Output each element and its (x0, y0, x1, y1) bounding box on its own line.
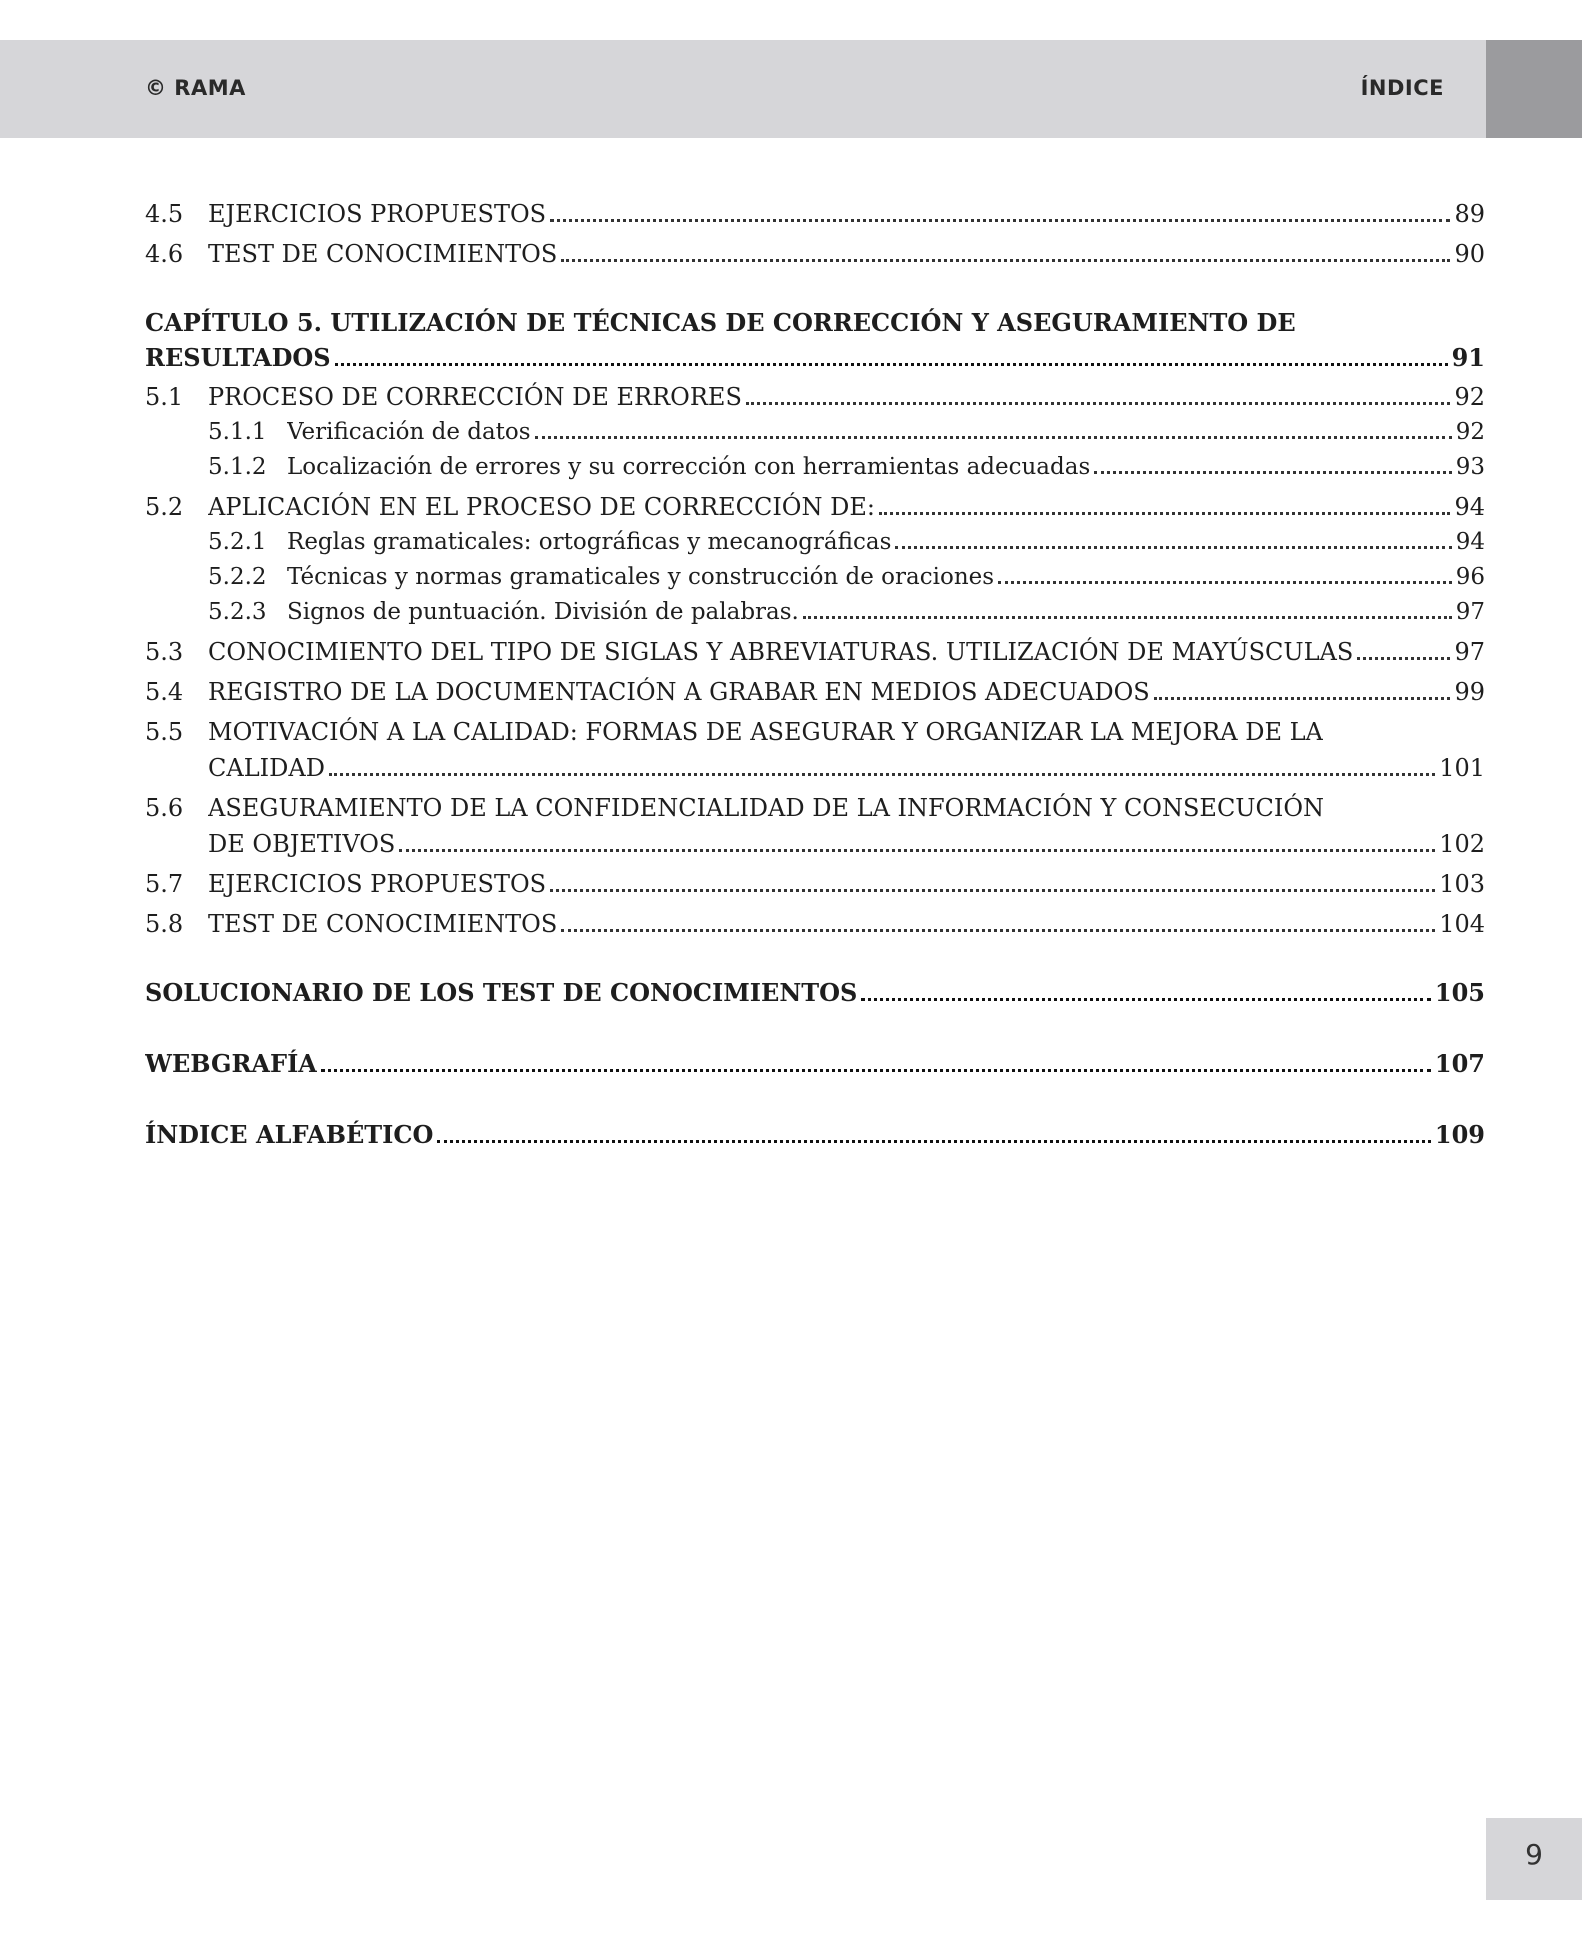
toc-entry[interactable] (145, 674, 1485, 710)
toc-entry-title: EJERCICIOS PROPUESTOS (208, 200, 547, 228)
toc-chapter[interactable] (145, 1117, 1485, 1152)
dot-leader (550, 884, 1435, 892)
toc-entry[interactable] (145, 866, 1485, 902)
toc-entry-number: 5.6 (145, 794, 184, 822)
dot-leader (1154, 692, 1451, 700)
toc-entry-number: 5.1.2 (208, 454, 267, 480)
toc-entry-number: 4.6 (145, 240, 184, 268)
toc-chapter-title: SOLUCIONARIO DE LOS TEST DE CONOCIMIENTOS (145, 978, 858, 1007)
toc-entry-title: Reglas gramaticales: ortográficas y mecanográficas (287, 529, 892, 555)
table-of-contents (145, 196, 1485, 1152)
toc-entry-number: 5.2.3 (208, 599, 267, 625)
dot-leader (861, 993, 1431, 1001)
toc-entry[interactable] (145, 714, 1485, 786)
toc-entry-title: Verificación de datos (287, 419, 531, 445)
toc-entry-title-line1: MOTIVACIÓN A LA CALIDAD: FORMAS DE ASEGURAR Y ORGANIZAR LA MEJORA DE LA (208, 718, 1323, 746)
toc-entry-title-line2: DE OBJETIVOS (208, 830, 396, 858)
dot-leader (535, 431, 1452, 439)
dot-leader (437, 1135, 1431, 1143)
toc-entry-title: REGISTRO DE LA DOCUMENTACIÓN A GRABAR EN MEDIOS ADECUADOS (208, 678, 1150, 706)
dot-leader (1094, 466, 1451, 474)
dot-leader (561, 254, 1450, 262)
toc-entry-title: APLICACIÓN EN EL PROCESO DE CORRECCIÓN DE: (208, 493, 875, 521)
toc-entry[interactable] (145, 790, 1485, 862)
toc-entry-number: 5.4 (145, 678, 184, 706)
toc-entry-title-line1: ASEGURAMIENTO DE LA CONFIDENCIALIDAD DE LA INFORMACIÓN Y CONSECUCIÓN (208, 794, 1325, 822)
toc-entry-page: 103 (1439, 870, 1485, 898)
toc-chapter-title: WEBGRAFÍA (145, 1049, 317, 1078)
toc-entry-title: PROCESO DE CORRECCIÓN DE ERRORES (208, 383, 742, 411)
toc-chapter[interactable] (145, 1046, 1485, 1081)
toc-entry-number: 5.5 (145, 718, 184, 746)
toc-chapter-title-line1: CAPÍTULO 5. UTILIZACIÓN DE TÉCNICAS DE CORRECCIÓN Y ASEGURAMIENTO DE (145, 308, 1296, 337)
toc-chapter[interactable] (145, 975, 1485, 1010)
toc-entry-page: 104 (1439, 910, 1485, 938)
toc-entry[interactable] (145, 196, 1485, 232)
toc-entry-page: 92 (1455, 419, 1485, 445)
toc-entry-number: 4.5 (145, 200, 184, 228)
dot-leader (329, 768, 1435, 776)
toc-entry-page: 93 (1455, 454, 1485, 480)
toc-subentry[interactable] (145, 415, 1485, 450)
toc-entry-page: 97 (1455, 599, 1485, 625)
dot-leader (561, 924, 1435, 932)
toc-entry-number: 5.1 (145, 383, 184, 411)
toc-entry-title: TEST DE CONOCIMIENTOS (208, 910, 558, 938)
toc-entry-page: 94 (1454, 493, 1485, 521)
toc-entry-number: 5.2.2 (208, 564, 267, 590)
toc-chapter-title: ÍNDICE ALFABÉTICO (145, 1120, 434, 1149)
toc-entry-page: 94 (1455, 529, 1485, 555)
toc-entry[interactable] (145, 489, 1485, 525)
toc-entry[interactable] (145, 379, 1485, 415)
header-section-title: ÍNDICE (1360, 76, 1444, 100)
toc-chapter-page: 91 (1451, 343, 1485, 372)
dot-leader (879, 507, 1451, 515)
dot-leader (550, 214, 1450, 222)
toc-chapter-title-line2: RESULTADOS (145, 343, 331, 372)
toc-entry-page: 102 (1439, 830, 1485, 858)
dot-leader (321, 1064, 1431, 1072)
toc-subentry[interactable] (145, 450, 1485, 485)
dot-leader (1357, 652, 1450, 660)
toc-chapter[interactable] (145, 305, 1485, 375)
page-number: 9 (1525, 1838, 1543, 1871)
toc-entry-number: 5.2.1 (208, 529, 267, 555)
dot-leader (895, 541, 1451, 549)
toc-entry-page: 89 (1454, 200, 1485, 228)
toc-entry-number: 5.1.1 (208, 419, 267, 445)
toc-entry-number: 5.2 (145, 493, 184, 521)
toc-entry-title: Técnicas y normas gramaticales y construcción de oraciones (287, 564, 995, 590)
toc-entry-page: 99 (1454, 678, 1485, 706)
toc-entry-number: 5.8 (145, 910, 184, 938)
dot-leader (399, 844, 1435, 852)
toc-entry-page: 90 (1454, 240, 1485, 268)
toc-subentry[interactable] (145, 595, 1485, 630)
toc-entry[interactable] (145, 236, 1485, 272)
dot-leader (335, 358, 1448, 366)
toc-entry[interactable] (145, 634, 1485, 670)
toc-entry-page: 97 (1454, 638, 1485, 666)
toc-entry-title-line2: CALIDAD (208, 754, 325, 782)
toc-entry-title: EJERCICIOS PROPUESTOS (208, 870, 547, 898)
header-corner-block (1486, 40, 1582, 138)
header-publisher: © RAMA (145, 76, 246, 100)
toc-entry-title: CONOCIMIENTO DEL TIPO DE SIGLAS Y ABREVIATURAS. UTILIZACIÓN DE MAYÚSCULAS (208, 638, 1354, 666)
dot-leader (803, 611, 1452, 619)
toc-entry-number: 5.3 (145, 638, 184, 666)
toc-entry[interactable] (145, 906, 1485, 942)
toc-entry-title: Signos de puntuación. División de palabras. (287, 599, 799, 625)
toc-entry-title: Localización de errores y su corrección con herramientas adecuadas (287, 454, 1091, 480)
toc-entry-title: TEST DE CONOCIMIENTOS (208, 240, 558, 268)
toc-entry-page: 101 (1439, 754, 1485, 782)
dot-leader (998, 576, 1452, 584)
dot-leader (746, 397, 1451, 405)
toc-chapter-page: 107 (1434, 1049, 1485, 1078)
toc-subentry[interactable] (145, 560, 1485, 595)
toc-entry-page: 92 (1454, 383, 1485, 411)
toc-chapter-page: 109 (1434, 1120, 1485, 1149)
toc-subentry[interactable] (145, 525, 1485, 560)
toc-entry-page: 96 (1455, 564, 1485, 590)
toc-entry-number: 5.7 (145, 870, 184, 898)
toc-chapter-page: 105 (1434, 978, 1485, 1007)
